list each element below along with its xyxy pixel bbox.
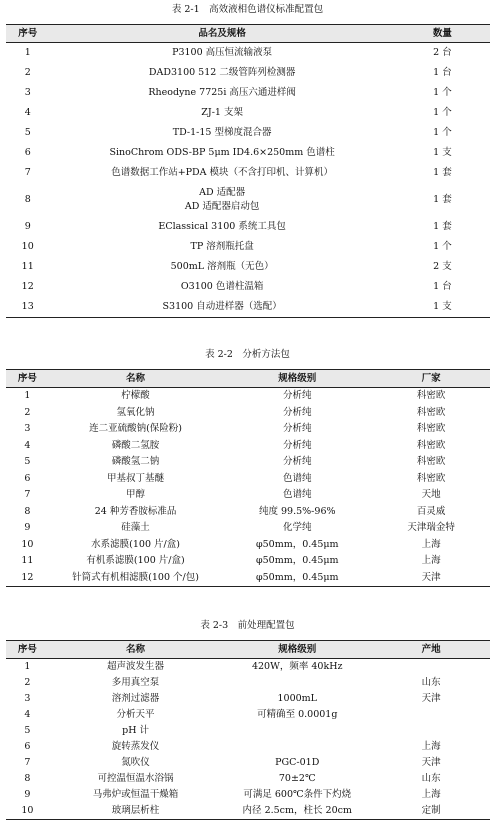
table3-cell-origin: 上海: [421, 789, 441, 800]
table2-caption: 表 2-2 分析方法包: [205, 349, 290, 360]
table2-cell-name: 硅藻土: [121, 522, 150, 533]
table1-cell-name: DAD3100 512 二级管阵列检测器: [148, 67, 296, 78]
table3-cell-origin: [372, 723, 490, 739]
table2-cell-maker: 上海: [421, 538, 441, 550]
table2-cell-no: 9: [24, 522, 31, 533]
table3-cell-spec: [222, 723, 372, 739]
table3-cell-no: 8: [24, 773, 31, 784]
table3-row: [6, 787, 490, 803]
table2-cell-spec: φ50mm，0.45μm: [222, 570, 372, 587]
table2-row: [6, 487, 490, 504]
table2-cell-spec: 分析纯: [282, 456, 312, 467]
table2-cell-no: 12: [6, 570, 49, 587]
table2-cell-name: 连二亚硫酸钠(保险粉): [89, 423, 183, 434]
table2-cell-spec: 化学纯: [282, 522, 312, 533]
table3-row: [6, 755, 490, 771]
table3-cell-name: 可控温恒温水浴锅: [97, 773, 174, 784]
table2-header-spec: 规格级别: [222, 370, 372, 388]
table3-cell-origin: 定制: [372, 803, 490, 820]
table1-cell-qty: 1 支: [395, 297, 490, 318]
table3-cell-origin: 山东: [421, 677, 441, 688]
table2-row: [6, 438, 490, 455]
table2-row: [6, 553, 490, 570]
table1-caption: 表 2-1 高效液相色谱仪标准配置包: [171, 4, 324, 15]
table1-row: [6, 237, 490, 257]
table1-cell-qty: 2 支: [433, 261, 452, 272]
table1-row: [6, 83, 490, 103]
table3-cell-origin: [372, 707, 490, 723]
table1-row: [6, 123, 490, 143]
table1-cell-no: 13: [6, 297, 49, 318]
table1-cell-no: 7: [24, 167, 31, 178]
table1-cell-name: TP 溶剂瓶托盘: [190, 241, 254, 252]
table1-cell-name: 500mL 溶剂瓶（无色）: [170, 261, 274, 272]
table1-cell-name-line2: AD 适配器启动包: [184, 201, 260, 212]
table3-cell-spec: [222, 675, 372, 691]
table3-cell-origin: 天津: [421, 693, 441, 704]
table2-cell-no: 6: [24, 472, 31, 484]
table2-cell-name: 甲基叔丁基醚: [107, 472, 165, 484]
table1-cell-no: 12: [21, 281, 34, 292]
table1-row: [6, 297, 490, 318]
table2-row: [6, 405, 490, 422]
table3-cell-no: 4: [24, 709, 31, 720]
table1-cell-qty: 1 个: [433, 107, 452, 118]
table3-cell-spec: 可精确至 0.0001g: [257, 709, 338, 720]
table3-header-origin: 产地: [372, 641, 490, 659]
table1-cell-no: 6: [24, 147, 31, 158]
table2-cell-maker: 天地: [421, 489, 441, 500]
table1-cell-no: 3: [24, 87, 31, 98]
table2-cell-no: 2: [24, 406, 31, 418]
table3-cell-no: 3: [24, 693, 31, 704]
table2-header-maker: 厂家: [372, 370, 490, 388]
table1-cell-qty: 1 套: [433, 167, 452, 178]
table3-cell-origin: [372, 659, 490, 676]
table2-cell-maker: 百灵威: [416, 505, 446, 517]
table2-row: [6, 504, 490, 521]
table2-cell-spec: 色谱纯: [282, 489, 312, 500]
table2-row: [6, 388, 490, 405]
table1-row: [6, 217, 490, 237]
table1-cell-qty: 1 个: [433, 127, 452, 138]
table1-cell-no: 10: [21, 241, 34, 252]
table2-cell-spec: 分析纯: [282, 390, 312, 401]
table2-cell-maker: 科密欧: [416, 456, 446, 467]
table1-cell-no: 9: [24, 221, 31, 232]
table3-cell-no: 10: [6, 803, 49, 820]
table2-row: [6, 520, 490, 537]
table3-header-name: 名称: [49, 641, 222, 659]
table3-cell-spec: PGC-01D: [275, 757, 320, 768]
table1-cell-name: SinoChrom ODS-BP 5μm ID4.6×250mm 色谱柱: [109, 147, 335, 158]
table2-cell-name: 针筒式有机相滤膜(100 个/包): [49, 570, 222, 587]
table3-cell-no: 1: [24, 661, 31, 672]
table2-cell-name: 磷酸氢二钠: [111, 456, 160, 467]
table1-cell-name: P3100 高压恒流输液泵: [172, 47, 273, 58]
table1-header-name: 品名及规格: [49, 25, 394, 43]
table2-cell-name: 24 种芳香胺标准品: [94, 505, 177, 517]
table3-cell-no: 7: [24, 757, 31, 768]
table2-cell-name: 甲醇: [126, 489, 146, 500]
table3-cell-origin: 天津: [421, 757, 441, 768]
table2-cell-spec: 纯度 99.5%-96%: [258, 505, 336, 517]
table3-cell-spec: 1000mL: [277, 693, 317, 704]
table3-row: [6, 803, 490, 820]
table1-cell-no: 2: [24, 67, 31, 78]
table3-row: [6, 771, 490, 787]
table1-row: [6, 257, 490, 277]
table1-cell-name: 色谱数据工作站+PDA 模块（不含打印机、计算机）: [111, 167, 334, 178]
table1-row: [6, 183, 490, 217]
table1-cell-name: Rheodyne 7725i 高压六通进样阀: [148, 87, 296, 98]
table3: [6, 640, 490, 820]
table2-cell-maker: 科密欧: [416, 423, 446, 434]
table2-cell-spec: φ50mm，0.45μm: [255, 538, 339, 550]
table3-cell-no: 6: [24, 741, 31, 752]
table2-cell-spec: 分析纯: [282, 439, 312, 451]
table2-cell-name: 有机系滤膜(100 片/盒): [86, 555, 185, 566]
table2-cell-maker: 科密欧: [416, 390, 446, 401]
table3-header-row: [6, 641, 490, 659]
table3-cell-spec: 内径 2.5cm，柱长 20cm: [222, 803, 372, 820]
table2-cell-name: 水系滤膜(100 片/盒): [91, 538, 180, 550]
table2-row: [6, 570, 490, 587]
table1-section: [0, 4, 495, 318]
table2-cell-no: 8: [24, 505, 31, 517]
table1-cell-qty: 1 台: [433, 67, 452, 78]
table2-cell-maker: 科密欧: [416, 439, 446, 451]
table2-cell-no: 11: [21, 555, 34, 566]
table1-cell-name: O3100 色谱柱温箱: [180, 281, 264, 292]
table1-row: [6, 43, 490, 64]
table1-header-qty: 数量: [395, 25, 490, 43]
table1-cell-qty: 1 套: [433, 194, 452, 205]
table2-cell-spec: φ50mm，0.45μm: [255, 555, 339, 566]
table2-cell-spec: 分析纯: [282, 406, 312, 418]
table1-cell-name: [49, 183, 394, 217]
table3-caption: 表 2-3 前处理配置包: [200, 620, 295, 631]
table3-header-no: 序号: [6, 641, 49, 659]
table1-row: [6, 277, 490, 297]
table2-row: [6, 471, 490, 488]
table3-cell-name: 溶剂过滤器: [111, 693, 160, 704]
table3-cell-spec: 可满足 600℃条件下灼烧: [243, 789, 352, 800]
table3-cell-spec: [222, 739, 372, 755]
table2-cell-maker: 科密欧: [416, 472, 446, 484]
table1-cell-qty: 2 台: [433, 47, 452, 58]
table1: [6, 24, 490, 318]
table1-header-no: 序号: [6, 25, 49, 43]
table3-header-spec: 规格级别: [222, 641, 372, 659]
table3-cell-spec: 420W，频率 40kHz: [251, 661, 343, 672]
table1-cell-qty: 1 套: [433, 221, 452, 232]
table1-cell-no: 1: [24, 47, 31, 58]
table2-cell-maker: 上海: [421, 555, 441, 566]
table2-header-name: 名称: [49, 370, 222, 388]
table3-row: [6, 723, 490, 739]
table2-cell-no: 5: [24, 456, 31, 467]
table1-cell-qty: 1 台: [433, 281, 452, 292]
table2-cell-name: 柠檬酸: [121, 390, 150, 401]
table3-row: [6, 739, 490, 755]
table3-cell-no: 5: [24, 725, 31, 736]
table3-cell-name: 玻璃层析柱: [49, 803, 222, 820]
table3-cell-origin: 山东: [421, 773, 441, 784]
table1-cell-qty: 1 个: [433, 241, 452, 252]
table3-cell-name: 分析天平: [116, 709, 155, 720]
table1-header-row: [6, 25, 490, 43]
table3-section: [0, 620, 495, 820]
table3-cell-name: 超声波发生器: [107, 661, 165, 672]
table3-cell-name: 旋转蒸发仪: [111, 741, 160, 752]
table3-cell-name: 多用真空泵: [111, 677, 160, 688]
table3-cell-name: 马弗炉或恒温干燥箱: [92, 789, 179, 800]
table2-section: [0, 349, 495, 587]
table1-cell-qty: 1 个: [433, 87, 452, 98]
table1-cell-no: 11: [21, 261, 34, 272]
table3-row: [6, 691, 490, 707]
table2-cell-name: 磷酸二氢胺: [111, 439, 160, 451]
table1-cell-name-line1: AD 适配器: [199, 187, 246, 198]
table3-cell-no: 2: [24, 677, 31, 688]
table1-cell-name: EClassical 3100 系统工具包: [158, 221, 286, 232]
table1-cell-no: 4: [24, 107, 31, 118]
table1-cell-no: 5: [24, 127, 31, 138]
table3-cell-no: 9: [24, 789, 31, 800]
table1-cell-name: TD-1-15 型梯度混合器: [172, 127, 272, 138]
table2-row: [6, 421, 490, 438]
table3-row: [6, 707, 490, 723]
table1-row: [6, 103, 490, 123]
table1-cell-no: 8: [24, 194, 31, 205]
table1-cell-name: S3100 自动进样器（选配）: [49, 297, 394, 318]
table2-cell-no: 10: [21, 538, 34, 550]
table1-row: [6, 63, 490, 83]
table2-cell-maker: 天津瑞金特: [407, 522, 455, 533]
table2: [6, 369, 490, 587]
table1-row: [6, 163, 490, 183]
table2-row: [6, 454, 490, 471]
table3-row: [6, 675, 490, 691]
table1-row: [6, 143, 490, 163]
table3-cell-origin: 上海: [421, 741, 441, 752]
table2-cell-maker: 科密欧: [416, 406, 446, 418]
table2-cell-spec: 分析纯: [282, 423, 312, 434]
table2-cell-spec: 色谱纯: [282, 472, 312, 484]
table1-cell-name: ZJ-1 支架: [201, 107, 243, 118]
table2-cell-no: 1: [24, 390, 31, 401]
table2-cell-no: 3: [24, 423, 31, 434]
table2-cell-no: 4: [24, 439, 31, 451]
table3-row: [6, 659, 490, 676]
table2-cell-name: 氢氧化钠: [116, 406, 155, 418]
table3-cell-spec: 70±2℃: [278, 773, 316, 784]
table2-header-no: 序号: [6, 370, 49, 388]
table3-cell-name: 氮吹仪: [121, 757, 150, 768]
table2-row: [6, 537, 490, 554]
table2-cell-no: 7: [24, 489, 31, 500]
table3-cell-name: pH 计: [122, 725, 149, 736]
table2-cell-maker: 天津: [372, 570, 490, 587]
table2-header-row: [6, 370, 490, 388]
table1-cell-qty: 1 支: [433, 147, 452, 158]
